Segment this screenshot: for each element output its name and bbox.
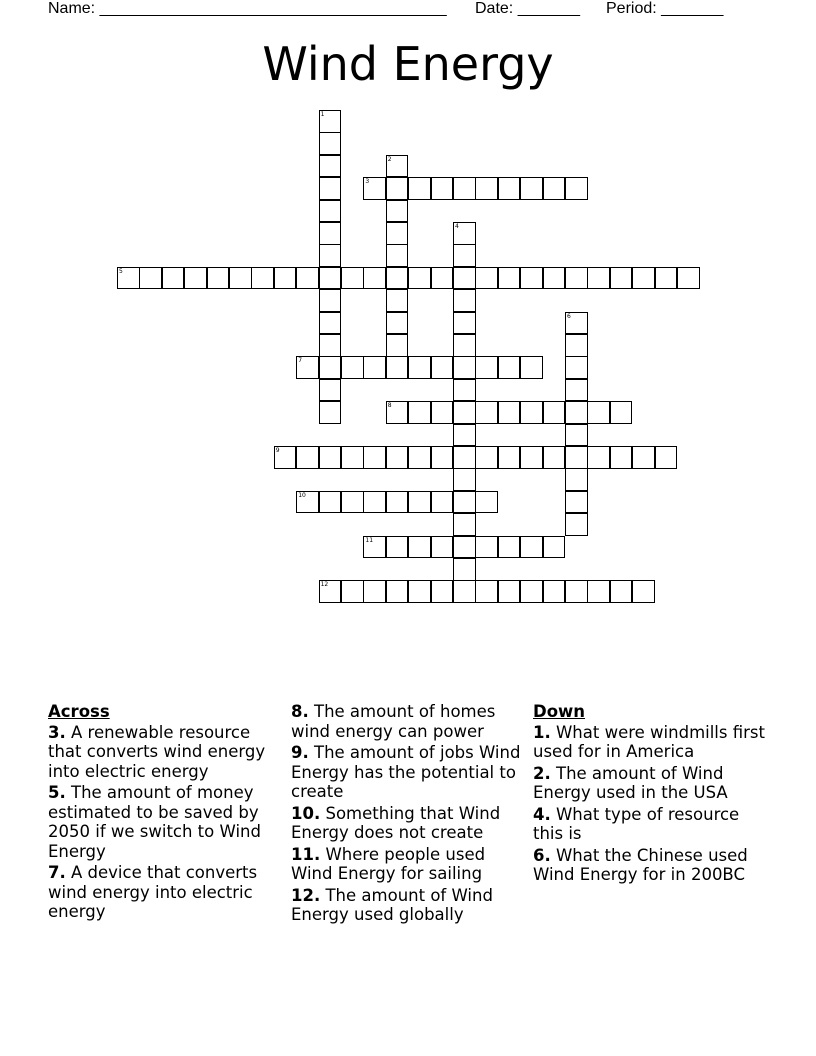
crossword-cell[interactable] [565,334,588,357]
clue-text: Where people used Wind Energy for sailing [291,844,486,883]
crossword-cell[interactable] [453,356,476,379]
crossword-cell[interactable] [498,356,521,379]
crossword-cell[interactable] [386,446,409,469]
clue-number-label: 12 [320,581,329,589]
across-clue-7 [48,863,284,922]
clue-number-label: 6 [567,312,571,320]
clue-number-label: 4 [455,223,459,230]
clue-number: 11. [291,844,321,864]
crossword-cell[interactable] [610,446,633,469]
crossword-cell[interactable] [453,334,476,357]
crossword-cell[interactable] [363,267,386,290]
crossword-cell[interactable] [520,401,543,424]
crossword-cell[interactable] [610,267,633,290]
clue-number-label: 7 [298,357,303,365]
crossword-cell[interactable] [453,379,476,402]
clue-text: What were windmills first used for in America [533,722,765,761]
crossword-cell[interactable] [565,312,588,335]
crossword-cell[interactable] [386,312,409,335]
crossword-cell[interactable] [319,491,342,514]
across-clues [48,702,284,924]
clue-number-label: 8 [387,402,392,410]
across-clue-8 [291,702,521,741]
crossword-cell[interactable] [319,267,342,290]
crossword-cell[interactable] [319,401,342,424]
crossword-cell[interactable] [386,267,409,290]
crossword-cell[interactable] [498,177,521,200]
crossword-cell[interactable] [587,401,610,424]
crossword-cell[interactable] [319,356,342,379]
crossword-cell[interactable] [319,132,342,155]
crossword-cell[interactable] [453,580,476,603]
crossword-cell[interactable] [453,289,476,312]
crossword-cell[interactable] [431,491,454,514]
crossword-cell[interactable] [453,536,476,559]
clue-number: 2. [533,763,551,783]
crossword-cell[interactable] [408,177,431,200]
crossword-cell[interactable] [565,401,588,424]
crossword-cell[interactable] [475,580,498,603]
crossword-cell[interactable] [543,536,566,559]
crossword-cell[interactable] [520,267,543,290]
crossword-cell[interactable] [207,267,230,290]
clue-text: The amount of Wind Energy used in the USA [533,763,728,802]
across-heading: Across [48,702,110,721]
crossword-cell[interactable] [296,491,319,514]
crossword-cell[interactable] [319,177,342,200]
crossword-cell[interactable] [543,446,566,469]
crossword-cell[interactable] [408,356,431,379]
clue-text: A device that converts wind energy into electric energy [48,863,258,921]
crossword-cell[interactable] [363,580,386,603]
clue-number: 10. [291,803,321,823]
clue-number-label: 10 [298,491,306,499]
crossword-cell[interactable] [498,267,521,290]
crossword-cell[interactable] [632,580,655,603]
crossword-cell[interactable] [587,267,610,290]
down-clue-4 [533,805,765,844]
crossword-cell[interactable] [498,580,521,603]
crossword-cell[interactable] [319,312,342,335]
crossword-cell[interactable] [408,491,431,514]
clue-text: The amount of jobs Wind Energy has the potential to create [291,743,521,801]
clue-text: What type of resource this is [533,804,740,843]
crossword-cell[interactable] [520,177,543,200]
crossword-cell[interactable] [408,267,431,290]
crossword-cell[interactable] [565,513,588,536]
crossword-cell[interactable] [408,446,431,469]
across-clue-3 [48,723,284,782]
crossword-cell[interactable] [543,401,566,424]
clue-number: 7. [48,863,66,882]
crossword-cell[interactable] [632,267,655,290]
crossword-cell[interactable] [475,491,498,514]
crossword-cell[interactable] [453,558,476,581]
crossword-cell[interactable] [431,356,454,379]
crossword-cell[interactable] [408,536,431,559]
across-clues-continued [291,702,521,927]
name-field[interactable]: Name: _______________________________________ [48,0,447,17]
crossword-cell[interactable] [543,267,566,290]
crossword-cell[interactable] [565,446,588,469]
crossword-cell[interactable] [408,580,431,603]
crossword-cell[interactable] [363,536,386,559]
crossword-cell[interactable] [475,446,498,469]
crossword-cell[interactable] [319,155,342,178]
crossword-cell[interactable] [498,536,521,559]
crossword-cell[interactable] [139,267,162,290]
crossword-cell[interactable] [341,491,364,514]
clue-number-label: 1 [320,111,325,118]
crossword-cell[interactable] [453,267,476,290]
crossword-cell[interactable] [274,446,297,469]
across-clue-5 [48,783,284,861]
crossword-cell[interactable] [565,580,588,603]
clue-number-label: 11 [365,536,374,544]
crossword-cell[interactable] [453,244,476,267]
crossword-cell[interactable] [520,536,543,559]
crossword-cell[interactable] [498,446,521,469]
clue-number: 1. [533,722,551,742]
crossword-cell[interactable] [453,222,476,245]
crossword-cell[interactable] [363,491,386,514]
crossword-cell[interactable] [386,536,409,559]
crossword-cell[interactable] [565,356,588,379]
crossword-cell[interactable] [386,356,409,379]
clue-number: 3. [48,722,66,742]
crossword-cell[interactable] [431,401,454,424]
down-clue-1 [533,723,765,762]
crossword-cell[interactable] [453,424,476,447]
period-field[interactable]: Period: _______ [606,0,724,17]
crossword-cell[interactable] [475,177,498,200]
clue-number: 12. [291,885,321,905]
crossword-cell[interactable] [453,491,476,514]
crossword-cell[interactable] [543,580,566,603]
clue-number: 8. [291,702,309,721]
crossword-cell[interactable] [475,267,498,290]
crossword-cell[interactable] [341,356,364,379]
crossword-cell[interactable] [610,580,633,603]
crossword-cell[interactable] [453,446,476,469]
crossword-cell[interactable] [117,267,140,290]
crossword-cell[interactable] [431,536,454,559]
crossword-cell[interactable] [386,222,409,245]
crossword-cell[interactable] [431,446,454,469]
down-clues [533,702,765,887]
date-field[interactable]: Date: _______ [475,0,580,17]
clue-text: The amount of Wind Energy used globally [291,885,493,924]
crossword-cell[interactable] [453,401,476,424]
crossword-cell[interactable] [296,356,319,379]
crossword-cell[interactable] [184,267,207,290]
across-clue-12 [291,886,521,925]
crossword-cell[interactable] [565,491,588,514]
crossword-cell[interactable] [386,491,409,514]
crossword-cell[interactable] [319,334,342,357]
crossword-cell[interactable] [319,580,342,603]
crossword-cell[interactable] [520,580,543,603]
across-clue-9 [291,743,521,802]
crossword-cell[interactable] [632,446,655,469]
clue-text: The amount of homes wind energy can power [291,702,496,741]
crossword-cell[interactable] [565,267,588,290]
clue-text: The amount of money estimated to be saved by 2050 if we switch to Wind Energy [48,783,261,861]
crossword-cell[interactable] [587,580,610,603]
crossword-cell[interactable] [296,267,319,290]
clue-number-label: 5 [119,267,123,275]
crossword-cell[interactable] [274,267,297,290]
crossword-cell[interactable] [363,446,386,469]
crossword-cell[interactable] [565,424,588,447]
crossword-cell[interactable] [655,446,678,469]
clue-number: 9. [291,743,309,762]
crossword-cell[interactable] [431,177,454,200]
crossword-cell[interactable] [386,289,409,312]
crossword-cell[interactable] [587,446,610,469]
crossword-cell[interactable] [319,222,342,245]
crossword-cell[interactable] [565,468,588,491]
crossword-cell[interactable] [296,446,319,469]
clue-number-label: 3 [365,178,370,186]
across-clue-10 [291,804,521,843]
crossword-cell[interactable] [520,446,543,469]
crossword-cell[interactable] [319,379,342,402]
crossword-cell[interactable] [408,401,431,424]
crossword-cell[interactable] [363,177,386,200]
crossword-cell[interactable] [341,446,364,469]
crossword-cell[interactable] [386,334,409,357]
crossword-cell[interactable] [475,536,498,559]
crossword-cell[interactable] [386,244,409,267]
crossword-cell[interactable] [565,379,588,402]
crossword-cell[interactable] [655,267,678,290]
page-title: Wind Energy [262,37,554,91]
crossword-cell[interactable] [386,177,409,200]
crossword-cell[interactable] [341,267,364,290]
crossword-cell[interactable] [475,356,498,379]
crossword-cell[interactable] [162,267,185,290]
crossword-cell[interactable] [520,356,543,379]
clue-number: 5. [48,783,66,802]
crossword-cell[interactable] [386,200,409,223]
clue-number-label: 9 [275,447,280,454]
clue-number: 6. [533,845,551,865]
crossword-cell[interactable] [565,177,588,200]
clue-text: What the Chinese used Wind Energy for in 200BC [533,845,748,884]
crossword-cell[interactable] [319,200,342,223]
crossword-cell[interactable] [431,580,454,603]
crossword-cell[interactable] [677,267,700,290]
down-heading: Down [533,702,586,721]
crossword-cell[interactable] [453,312,476,335]
crossword-cell[interactable] [363,356,386,379]
crossword-cell[interactable] [453,468,476,491]
crossword-cell[interactable] [386,155,409,178]
crossword-cell[interactable] [341,580,364,603]
clue-number: 4. [533,804,551,824]
crossword-cell[interactable] [543,177,566,200]
crossword-cell[interactable] [453,513,476,536]
crossword-cell[interactable] [319,446,342,469]
clue-number-label: 2 [387,155,392,163]
crossword-cell[interactable] [251,267,274,290]
crossword-cell[interactable] [431,267,454,290]
crossword-cell[interactable] [319,244,342,267]
crossword-cell[interactable] [386,401,409,424]
crossword-cell[interactable] [453,177,476,200]
crossword-cell[interactable] [475,401,498,424]
clue-text: Something that Wind Energy does not create [291,803,501,842]
down-clue-2 [533,764,765,803]
clue-text: A renewable resource that converts wind energy into electric energy [48,722,266,781]
crossword-cell[interactable] [610,401,633,424]
crossword-cell[interactable] [386,580,409,603]
crossword-cell[interactable] [319,289,342,312]
across-clue-11 [291,845,521,884]
down-clue-6 [533,846,765,885]
crossword-cell[interactable] [229,267,252,290]
crossword-cell[interactable] [319,110,342,133]
crossword-cell[interactable] [498,401,521,424]
